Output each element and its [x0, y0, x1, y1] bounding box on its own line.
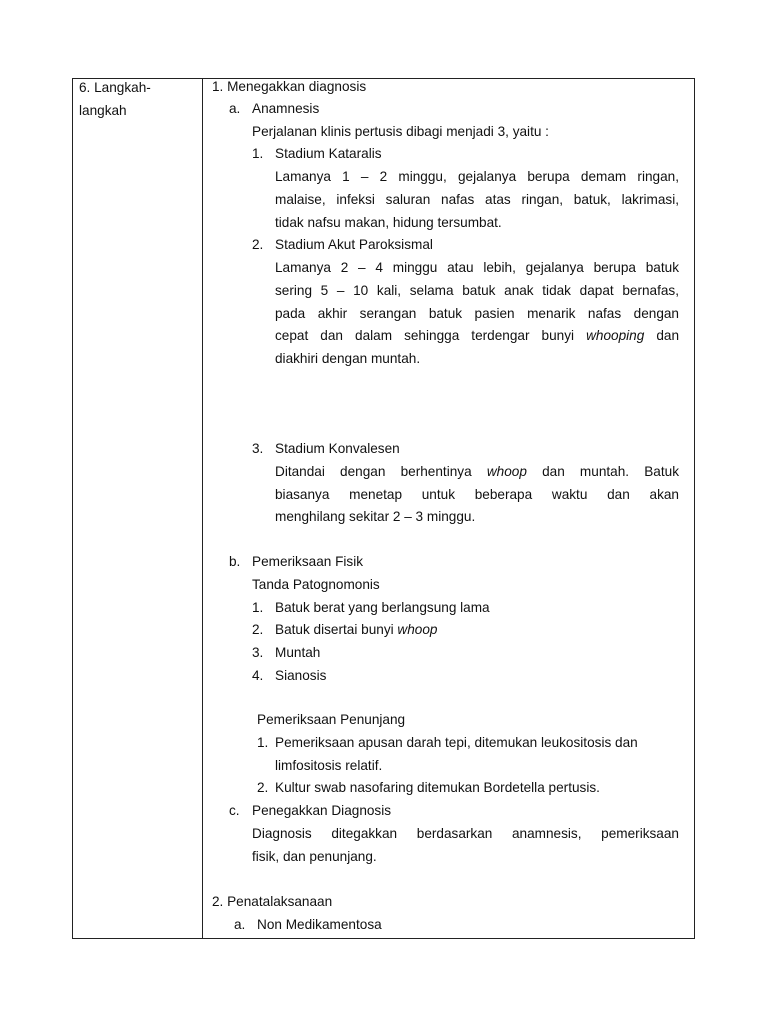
item-a-title: Anamnesis — [252, 101, 320, 116]
support-2-marker: 2. — [257, 780, 269, 795]
stage-3-line-1-post: dan muntah. Batuk — [542, 464, 679, 479]
stage-2-line-4-em: whooping — [586, 328, 645, 343]
support-title: Pemeriksaan Penunjang — [257, 712, 406, 727]
stage-2-line-5: diakhiri dengan muntah. — [275, 351, 421, 366]
sign-2-marker: 2. — [252, 622, 264, 637]
support-1-marker: 1. — [257, 735, 269, 750]
stage-2-line-3: pada akhir serangan batuk pasien menarik nafas dengan — [275, 306, 679, 321]
stage-1-title: Stadium Kataralis — [275, 146, 382, 161]
stage-2-line-1: Lamanya 2 – 4 minggu atau lebih, gejalanya berupa batuk — [275, 260, 679, 275]
item-b-sub: Tanda Patognomonis — [252, 577, 380, 592]
item-2a-title: Non Medikamentosa — [257, 917, 382, 932]
sign-4-marker: 4. — [252, 668, 264, 683]
stage-1-line-2: malaise, infeksi saluran nafas atas ringan, batuk, lakrimasi, — [275, 192, 679, 207]
sign-2-text-em: whoop — [397, 622, 438, 637]
item-b-title: Pemeriksaan Fisik — [252, 554, 364, 569]
heading-menegakkan-diagnosis: 1. Menegakkan diagnosis — [212, 79, 367, 94]
anamnesis-intro: Perjalanan klinis pertusis dibagi menjadi 3, yaitu : — [252, 124, 549, 139]
item-2a-marker: a. — [234, 917, 246, 932]
stage-3-line-2: biasanya menetap untuk beberapa waktu dan akan — [275, 487, 679, 502]
sign-1-marker: 1. — [252, 600, 264, 615]
content-table — [72, 78, 695, 939]
sign-4-text: Sianosis — [275, 668, 327, 683]
stage-3-line-1 — [275, 464, 679, 480]
section-label-line-2: langkah — [79, 103, 127, 118]
sign-3-marker: 3. — [252, 645, 264, 660]
stage-1-marker: 1. — [252, 146, 264, 161]
stage-3-title: Stadium Konvalesen — [275, 441, 400, 456]
stage-1-line-1: Lamanya 1 – 2 minggu, gejalanya berupa demam ringan, — [275, 169, 679, 184]
sign-2-text-main: Batuk disertai bunyi — [275, 622, 394, 637]
sign-2-text — [275, 622, 437, 638]
stage-2-marker: 2. — [252, 237, 264, 252]
item-a-marker: a. — [229, 101, 241, 116]
stage-2-title: Stadium Akut Paroksismal — [275, 237, 433, 252]
stage-2-line-4-pre: cepat dan dalam sehingga terdengar bunyi — [275, 328, 575, 343]
item-c-title: Penegakkan Diagnosis — [252, 803, 392, 818]
stage-3-line-1-pre: Ditandai dengan berhentinya — [275, 464, 472, 479]
stage-3-line-3: menghilang sekitar 2 – 3 minggu. — [275, 509, 476, 524]
stage-2-line-2: sering 5 – 10 kali, selama batuk anak tidak dapat bernafas, — [275, 283, 679, 298]
item-c-line-1: Diagnosis ditegakkan berdasarkan anamnesis, pemeriksaan — [252, 826, 679, 841]
support-2-line-1: Kultur swab nasofaring ditemukan Bordetella pertusis. — [275, 780, 600, 795]
section-label-line-1: 6. Langkah- — [79, 80, 151, 95]
sign-3-text: Muntah — [275, 645, 321, 660]
sign-1-text: Batuk berat yang berlangsung lama — [275, 600, 490, 615]
stage-2-line-4 — [275, 328, 679, 344]
support-1-line-1: Pemeriksaan apusan darah tepi, ditemukan leukositosis dan — [275, 735, 638, 750]
support-1-line-2: limfositosis relatif. — [275, 758, 383, 773]
column-divider — [202, 79, 203, 938]
item-c-line-2: fisik, dan penunjang. — [252, 849, 377, 864]
stage-3-marker: 3. — [252, 441, 264, 456]
stage-2-line-4-post: dan — [656, 328, 680, 343]
heading-penatalaksanaan: 2. Penatalaksanaan — [212, 894, 333, 909]
stage-1-line-3: tidak nafsu makan, hidung tersumbat. — [275, 215, 502, 230]
item-b-marker: b. — [229, 554, 241, 569]
item-c-marker: c. — [229, 803, 240, 818]
stage-3-line-1-em: whoop — [486, 464, 527, 479]
section-label — [79, 76, 194, 122]
